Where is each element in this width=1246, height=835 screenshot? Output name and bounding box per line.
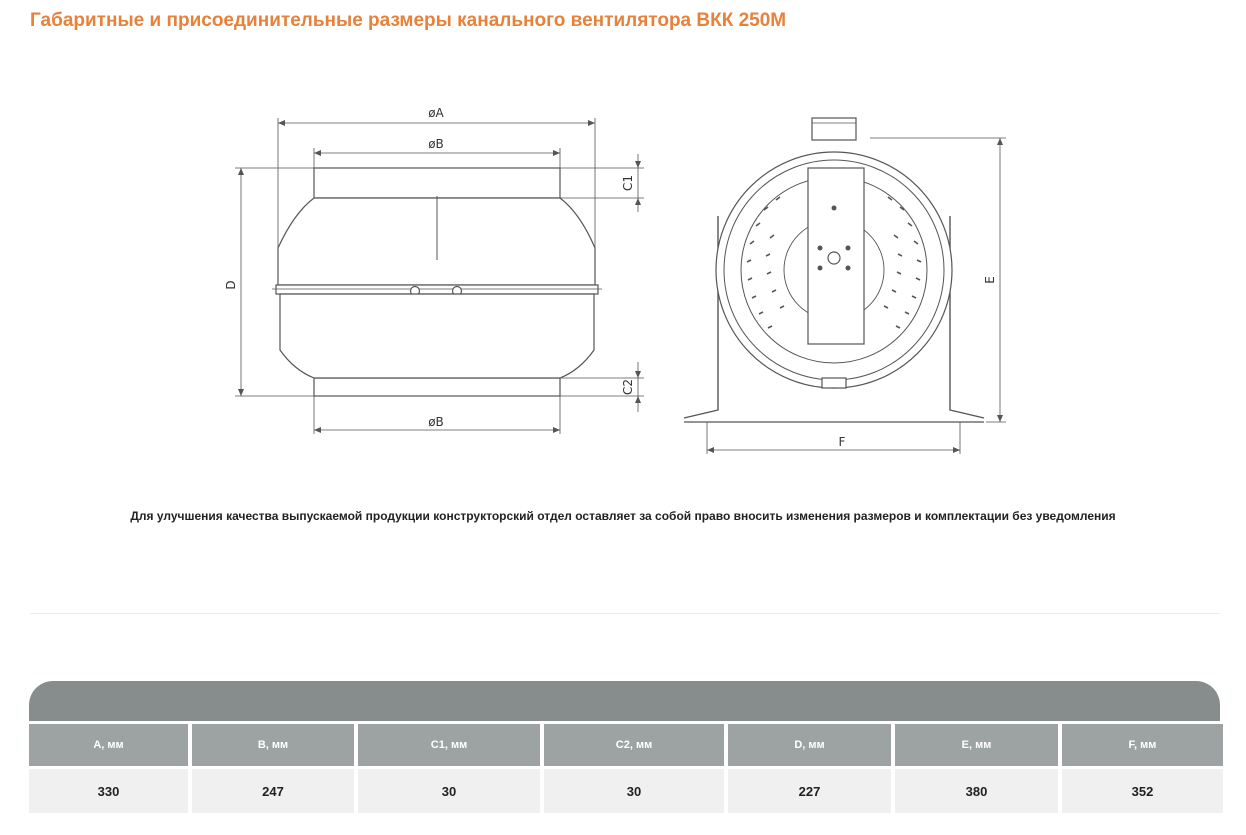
fan-drawing-svg bbox=[210, 88, 1010, 468]
label-c1: C1 bbox=[621, 174, 635, 192]
front-outlet-pipe bbox=[812, 118, 856, 140]
disclaimer-notice: Для улучшения качества выпускаемой продукции конструкторский отдел оставляет за собой право вносить изменения размеров и комплектации без уведомления bbox=[130, 509, 1116, 523]
body-flange bbox=[276, 285, 598, 294]
col-header-c2: C2, мм bbox=[544, 724, 724, 766]
bottom-spigot bbox=[314, 378, 560, 396]
cell-b: 247 bbox=[192, 769, 354, 813]
body-lower bbox=[280, 294, 594, 378]
col-header-e: E, мм bbox=[895, 724, 1058, 766]
dimensions-table bbox=[29, 724, 1220, 813]
label-d: D bbox=[224, 280, 238, 290]
cell-c2: 30 bbox=[544, 769, 724, 813]
side-view bbox=[224, 106, 644, 434]
col-header-c1: C1, мм bbox=[358, 724, 540, 766]
label-dia-b-bottom: øB bbox=[428, 415, 444, 429]
col-header-a: A, мм bbox=[29, 724, 188, 766]
dimension-drawing bbox=[210, 88, 1010, 468]
label-f: F bbox=[838, 435, 846, 449]
bracket-right bbox=[950, 216, 984, 418]
cell-a: 330 bbox=[29, 769, 188, 813]
cell-e: 380 bbox=[895, 769, 1058, 813]
motor-strut bbox=[808, 168, 864, 344]
page-title: Габаритные и присоединительные размеры канального вентилятора ВКК 250М bbox=[30, 10, 787, 31]
cell-c1: 30 bbox=[358, 769, 540, 813]
col-header-b: B, мм bbox=[192, 724, 354, 766]
top-spigot bbox=[314, 168, 560, 198]
label-e: E bbox=[983, 276, 997, 284]
cell-d: 227 bbox=[728, 769, 891, 813]
label-c2: C2 bbox=[621, 378, 635, 396]
bracket-left bbox=[684, 216, 718, 418]
label-dia-a: øA bbox=[428, 106, 444, 120]
col-header-f: F, мм bbox=[1062, 724, 1223, 766]
section-divider bbox=[30, 613, 1220, 614]
table-header-bar bbox=[29, 681, 1220, 721]
col-header-d: D, мм bbox=[728, 724, 891, 766]
bottom-fitting bbox=[822, 378, 846, 388]
label-dia-b-top: øB bbox=[428, 137, 444, 151]
cell-f: 352 bbox=[1062, 769, 1223, 813]
front-view bbox=[684, 118, 1006, 454]
